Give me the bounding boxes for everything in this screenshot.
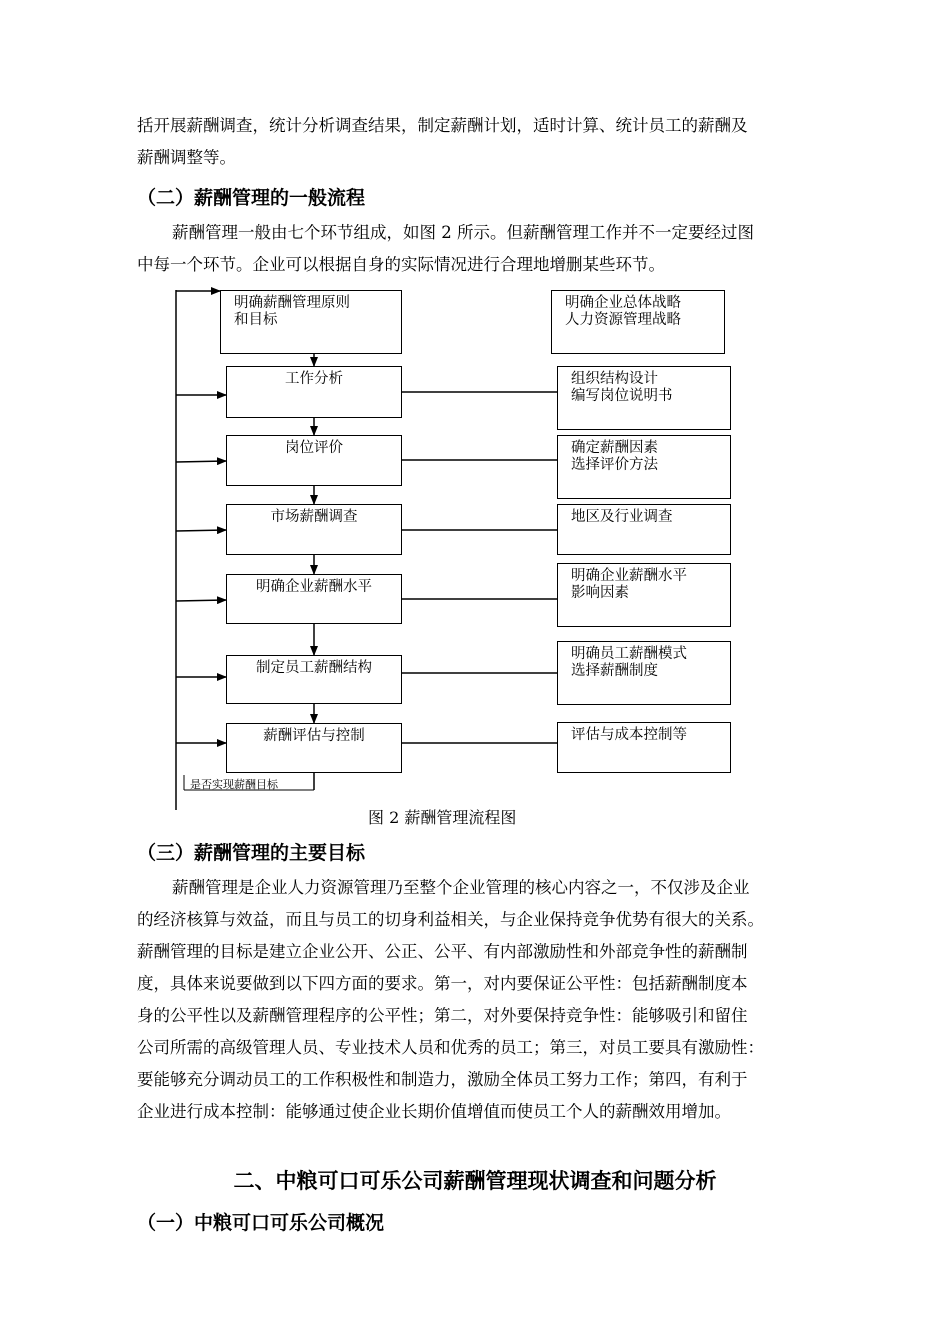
feedback-arrow-5 — [176, 600, 226, 601]
flow-box-pay-level-factors — [557, 563, 731, 627]
feedback-arrow-3 — [176, 461, 226, 462]
section3-line-6: 公司所需的高级管理人员、专业技术人员和优秀的员工；第三，对员工要具有激励性： — [137, 1038, 764, 1057]
flow-box-text: 确定薪酬因素 — [571, 440, 658, 456]
flow-box-text: 明确企业薪酬水平 — [571, 568, 687, 584]
flow-box-text: 薪酬评估与控制 — [263, 728, 365, 744]
section3-line-5: 身的公平性以及薪酬管理程序的公平性；第二，对外要保持竞争性：能够吸引和留住 — [137, 1006, 748, 1025]
section3-line-2: 的经济核算与效益，而且与员工的切身利益相关，与企业保持竞争优势有很大的关系。 — [137, 910, 764, 929]
flow-box-text: 选择评价方法 — [571, 457, 658, 473]
flow-box-org-design — [557, 366, 731, 430]
feedback-label: 是否实现薪酬目标 — [190, 778, 278, 791]
flow-box-text: 评估与成本控制等 — [571, 727, 687, 743]
section2-line-1: 薪酬管理一般由七个环节组成，如图 2 所示。但薪酬管理工作并不一定要经过图 — [172, 223, 754, 242]
section3-line-1: 薪酬管理是企业人力资源管理乃至整个企业管理的核心内容之一，不仅涉及企业 — [172, 878, 750, 897]
flow-box-text: 岗位评价 — [285, 440, 343, 456]
flow-box-text: 工作分析 — [285, 371, 343, 387]
flow-box-regional-survey — [557, 504, 731, 555]
section3-line-3: 薪酬管理的目标是建立企业公开、公正、公平、有内部激励性和外部竞争性的薪酬制 — [137, 942, 748, 961]
flow-box-text: 明确员工薪酬模式 — [571, 646, 687, 662]
flow-box-text: 明确薪酬管理原则 — [234, 295, 350, 311]
flow-box-pay-factors — [557, 435, 731, 499]
flow-box-text: 组织结构设计 — [571, 371, 658, 387]
flow-box-text: 地区及行业调查 — [571, 509, 673, 525]
flow-box-text: 明确企业薪酬水平 — [256, 579, 372, 595]
flow-box-text: 人力资源管理战略 — [565, 312, 681, 328]
flow-box-text: 编写岗位说明书 — [571, 388, 673, 404]
flow-box-text: 明确企业总体战略 — [565, 295, 681, 311]
flow-box-text: 市场薪酬调查 — [270, 509, 358, 525]
figure-caption: 图 2 薪酬管理流程图 — [368, 808, 517, 827]
section3-paragraph — [137, 872, 872, 1128]
flow-box-job-evaluation — [226, 435, 402, 486]
flow-box-text: 制定员工薪酬结构 — [256, 660, 372, 676]
section3-line-8: 企业进行成本控制：能够通过使企业长期价值增值而使员工个人的薪酬效用增加。 — [137, 1102, 731, 1121]
intro-line-2: 薪酬调整等。 — [137, 148, 236, 167]
flow-box-text: 和目标 — [234, 312, 278, 328]
flow-box-text: 选择薪酬制度 — [571, 663, 658, 679]
section2-heading: （二）薪酬管理的一般流程 — [137, 187, 366, 209]
section3-line-7: 要能够充分调动员工的工作积极性和制造力，激励全体员工努力工作；第四，有利于 — [137, 1070, 748, 1089]
flow-box-market-survey — [226, 504, 402, 555]
section2-line-2: 中每一个环节。企业可以根据自身的实际情况进行合理地增删某些环节。 — [137, 255, 665, 274]
section3-line-4: 度，具体来说要做到以下四方面的要求。第一，对内要保证公平性：包括薪酬制度本 — [137, 974, 748, 993]
flow-box-pay-structure — [226, 655, 402, 704]
flow-box-strategy — [551, 290, 725, 354]
flow-box-pay-level — [226, 574, 402, 624]
flow-box-principles — [220, 290, 402, 354]
flow-box-job-analysis — [226, 366, 402, 418]
feedback-arrow-4 — [176, 530, 226, 531]
flow-box-text: 影响因素 — [571, 585, 629, 601]
section3-heading: （三）薪酬管理的主要目标 — [137, 842, 366, 864]
flow-box-cost-control — [557, 722, 731, 773]
flow-box-pay-mode — [557, 641, 731, 705]
chapter2-subheading: （一）中粮可口可乐公司概况 — [137, 1212, 385, 1234]
intro-line-1: 括开展薪酬调查，统计分析调查结果，制定薪酬计划，适时计算、统计员工的薪酬及 — [137, 116, 748, 135]
flow-box-evaluation-control — [226, 723, 402, 773]
chapter2-title: 二、中粮可口可乐公司薪酬管理现状调查和问题分析 — [233, 1169, 717, 1193]
